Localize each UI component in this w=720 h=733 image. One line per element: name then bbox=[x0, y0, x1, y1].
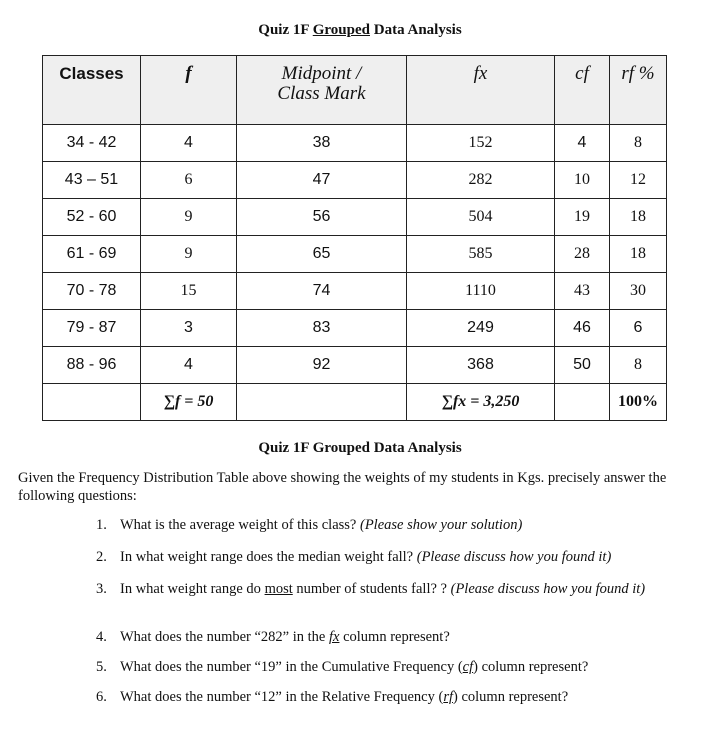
cell-frequency: 3 bbox=[141, 310, 237, 347]
section-heading: Quiz 1F Grouped Data Analysis bbox=[258, 440, 462, 456]
cell-cf: 28 bbox=[555, 236, 610, 273]
header-classes: Classes bbox=[43, 56, 141, 125]
cell-classes: 52 - 60 bbox=[43, 199, 141, 236]
table-totals-row bbox=[43, 384, 667, 421]
cell-midpoint: 74 bbox=[237, 273, 407, 310]
sum-fx: ∑fx = 3,250 bbox=[407, 384, 555, 421]
rf-total: 100% bbox=[610, 384, 667, 421]
cell-fx: 152 bbox=[407, 125, 555, 162]
table-row bbox=[43, 125, 667, 162]
cell-classes: 43 – 51 bbox=[43, 162, 141, 199]
cell-fx: 585 bbox=[407, 236, 555, 273]
cell-frequency: 9 bbox=[141, 199, 237, 236]
cell-fx: 282 bbox=[407, 162, 555, 199]
table-row bbox=[43, 273, 667, 310]
cell-classes: 70 - 78 bbox=[43, 273, 141, 310]
table-row bbox=[43, 162, 667, 199]
frequency-distribution-table bbox=[42, 55, 667, 421]
cell-rf: 6 bbox=[610, 310, 667, 347]
table-row bbox=[43, 310, 667, 347]
cell-rf: 8 bbox=[610, 125, 667, 162]
cell-fx: 1110 bbox=[407, 273, 555, 310]
cell-midpoint: 83 bbox=[237, 310, 407, 347]
cell-frequency: 9 bbox=[141, 236, 237, 273]
cell-cf: 46 bbox=[555, 310, 610, 347]
cell-classes: 79 - 87 bbox=[43, 310, 141, 347]
cell-rf: 30 bbox=[610, 273, 667, 310]
cell-cf: 4 bbox=[555, 125, 610, 162]
cell-rf: 12 bbox=[610, 162, 667, 199]
cell-rf: 18 bbox=[610, 199, 667, 236]
cell-empty bbox=[43, 384, 141, 421]
cell-midpoint: 56 bbox=[237, 199, 407, 236]
header-midpoint: Midpoint / Class Mark bbox=[237, 56, 407, 125]
cell-classes: 61 - 69 bbox=[43, 236, 141, 273]
cell-rf: 8 bbox=[610, 347, 667, 384]
cell-classes: 88 - 96 bbox=[43, 347, 141, 384]
cell-frequency: 15 bbox=[141, 273, 237, 310]
cell-fx: 368 bbox=[407, 347, 555, 384]
header-cf: cf bbox=[555, 56, 610, 125]
cell-midpoint: 38 bbox=[237, 125, 407, 162]
cell-empty bbox=[237, 384, 407, 421]
cell-midpoint: 65 bbox=[237, 236, 407, 273]
table-row bbox=[43, 199, 667, 236]
sum-frequency: ∑f = 50 bbox=[141, 384, 237, 421]
cell-classes: 34 - 42 bbox=[43, 125, 141, 162]
cell-midpoint: 92 bbox=[237, 347, 407, 384]
cell-fx: 249 bbox=[407, 310, 555, 347]
header-rf: rf % bbox=[610, 56, 667, 125]
table-row bbox=[43, 236, 667, 273]
cell-rf: 18 bbox=[610, 236, 667, 273]
cell-cf: 19 bbox=[555, 199, 610, 236]
cell-cf: 43 bbox=[555, 273, 610, 310]
cell-frequency: 6 bbox=[141, 162, 237, 199]
document-title: Quiz 1F Grouped Data Analysis bbox=[258, 22, 462, 38]
instructions-paragraph: Given the Frequency Distribution Table above showing the weights of my students in Kgs. precisely answer the following questions: bbox=[18, 470, 667, 504]
header-frequency: f bbox=[141, 56, 237, 125]
header-fx: fx bbox=[407, 56, 555, 125]
cell-midpoint: 47 bbox=[237, 162, 407, 199]
cell-fx: 504 bbox=[407, 199, 555, 236]
cell-frequency: 4 bbox=[141, 125, 237, 162]
cell-cf: 50 bbox=[555, 347, 610, 384]
cell-empty bbox=[555, 384, 610, 421]
table-header-row bbox=[43, 56, 667, 125]
cell-frequency: 4 bbox=[141, 347, 237, 384]
document-page: Quiz 1F Grouped Data Analysis Classes f Midpoint / Class Mark fx cf rf % 34 - 42 4 38 152 4 8 43 – 51 6 47 282 10 12 52 - 60 9 56 504 19 18 61 - 69 9 65 585 28 18 70 - 78 15 74 1110 43 30 79 - 87 3 83 249 46 6 88 - 96 4 92 368 50 8 ∑f = 50 ∑fx = 3,250 100% Quiz 1F Grouped Data Analysis Given the Frequency Distribution Table above showing the weights of my students in Kgs. precisely answer the following questions: 1. What is the average weight of this class? (Please show your solution) 2. In what weight range does the median weight fall? (Please discuss how you found it) 3. In what weight range do most number of students fall? ? (Please discuss how you found it) 4. What does the number “282” in the fx column represent? 5. What does the number “19” in the Cumulative Frequency (cf) column represent? 6. What does the number “12” in the Relative Frequency (rf) column represent? bbox=[0, 0, 720, 733]
table-row bbox=[43, 347, 667, 384]
cell-cf: 10 bbox=[555, 162, 610, 199]
